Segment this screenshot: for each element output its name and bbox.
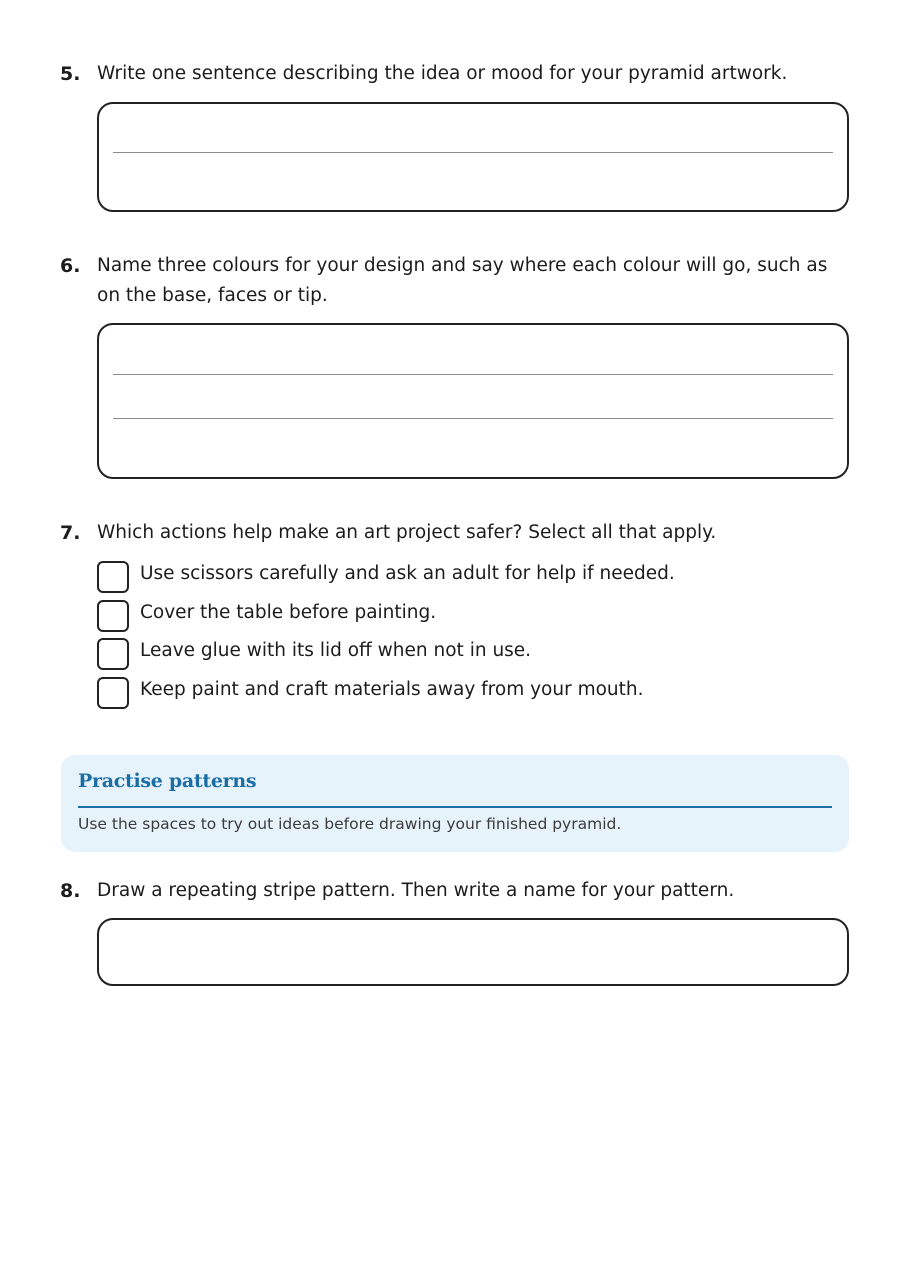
question-6 [60,251,850,311]
callout-title: Practise patterns [78,770,257,792]
writing-line [113,374,833,375]
question-7 [60,518,850,548]
writing-line [113,418,833,419]
option-label: Use scissors carefully and ask an adult for help if needed. [140,563,675,584]
answer-box-5[interactable] [97,102,849,212]
checkbox[interactable] [97,638,129,670]
option-label: Cover the table before painting. [140,602,437,623]
question-number: 7. [60,522,81,544]
question-text: Name three colours for your design and say where each colour will go, such as on the base, faces or tip. [97,255,828,306]
callout-divider [78,806,832,808]
question-8 [60,876,850,906]
answer-box-8[interactable] [97,918,849,986]
callout-box [61,755,849,852]
question-text: Draw a repeating stripe pattern. Then write a name for your pattern. [97,880,735,901]
answer-box-6[interactable] [97,323,849,479]
writing-line [113,152,833,153]
option-label: Keep paint and craft materials away from your mouth. [140,679,644,700]
checkbox-option[interactable] [97,677,797,709]
checkbox-option[interactable] [97,638,797,670]
checkbox[interactable] [97,600,129,632]
checkbox-option[interactable] [97,561,797,593]
question-number: 5. [60,63,81,85]
checkbox-option[interactable] [97,600,797,632]
question-5 [60,59,850,89]
question-number: 6. [60,255,81,277]
question-text: Which actions help make an art project safer? Select all that apply. [97,522,717,543]
question-number: 8. [60,880,81,902]
question-text: Write one sentence describing the idea or mood for your pyramid artwork. [97,63,788,84]
checkbox[interactable] [97,561,129,593]
option-label: Leave glue with its lid off when not in use. [140,640,532,661]
checkbox[interactable] [97,677,129,709]
callout-text: Use the spaces to try out ideas before drawing your finished pyramid. [78,815,622,833]
